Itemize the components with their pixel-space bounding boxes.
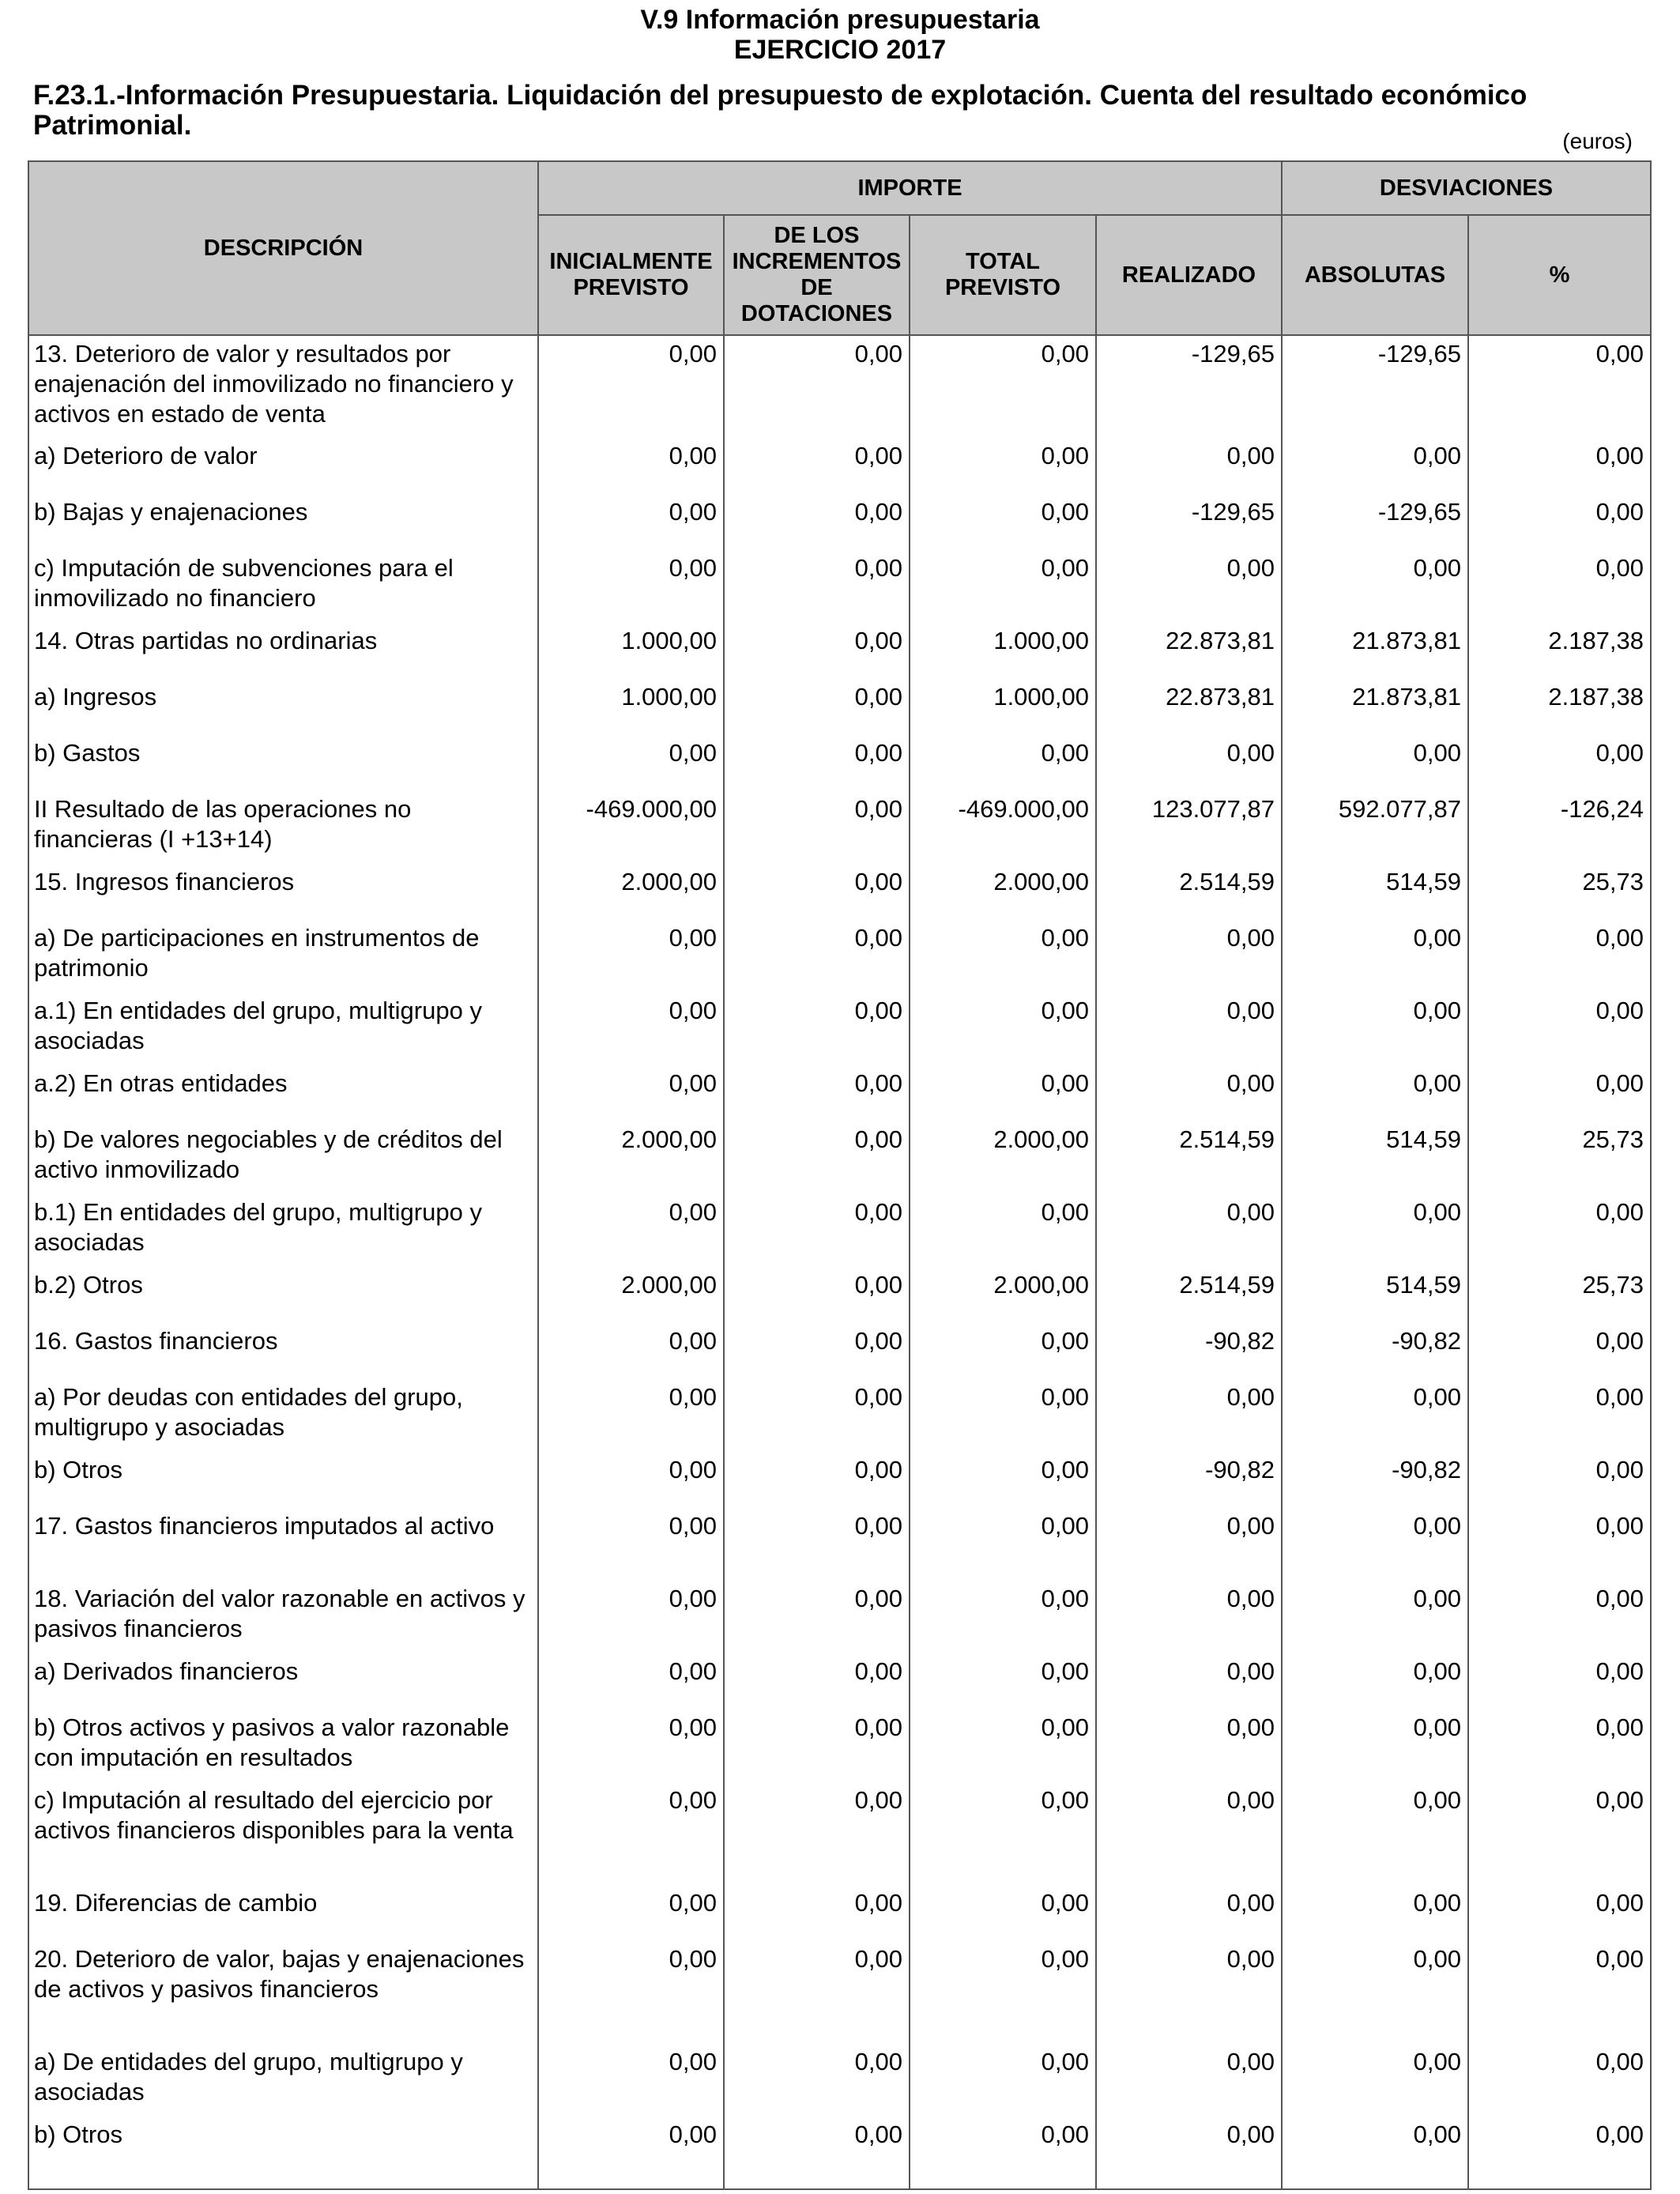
cell-porcentaje: 0,00 (1468, 2117, 1651, 2189)
cell-incrementos: 0,00 (724, 1122, 910, 1194)
table-row (28, 1581, 1651, 1653)
cell-absolutas: 0,00 (1282, 1710, 1468, 1782)
cell-realizado: -90,82 (1096, 1323, 1282, 1379)
table-row (28, 993, 1651, 1065)
cell-porcentaje: 0,00 (1468, 494, 1651, 550)
cell-descripcion: b.2) Otros (28, 1267, 538, 1323)
cell-porcentaje: 0,00 (1468, 1379, 1651, 1452)
cell-porcentaje: 0,00 (1468, 1653, 1651, 1710)
cell-absolutas: 514,59 (1282, 1267, 1468, 1323)
cell-incrementos: 0,00 (724, 1941, 910, 2044)
cell-total-previsto: 0,00 (910, 494, 1096, 550)
cell-descripcion: 15. Ingresos financieros (28, 864, 538, 920)
cell-incrementos: 0,00 (724, 494, 910, 550)
cell-porcentaje: 25,73 (1468, 864, 1651, 920)
cell-incrementos: 0,00 (724, 864, 910, 920)
cell-inicialmente-previsto: 0,00 (538, 1885, 724, 1941)
cell-incrementos: 0,00 (724, 1267, 910, 1323)
cell-inicialmente-previsto: -469.000,00 (538, 791, 724, 864)
cell-inicialmente-previsto: 0,00 (538, 1782, 724, 1885)
cell-absolutas: -129,65 (1282, 335, 1468, 438)
cell-inicialmente-previsto: 0,00 (538, 550, 724, 623)
cell-porcentaje: 0,00 (1468, 993, 1651, 1065)
table-row (28, 1267, 1651, 1323)
cell-descripcion: b) De valores negociables y de créditos del activo inmovilizado (28, 1122, 538, 1194)
cell-realizado: 0,00 (1096, 735, 1282, 791)
cell-total-previsto: 2.000,00 (910, 864, 1096, 920)
cell-total-previsto: -469.000,00 (910, 791, 1096, 864)
cell-porcentaje: 0,00 (1468, 2044, 1651, 2117)
cell-realizado: 22.873,81 (1096, 679, 1282, 735)
cell-inicialmente-previsto: 0,00 (538, 1710, 724, 1782)
table-row (28, 494, 1651, 550)
cell-incrementos: 0,00 (724, 1194, 910, 1267)
cell-total-previsto: 0,00 (910, 920, 1096, 993)
cell-absolutas: 0,00 (1282, 1379, 1468, 1452)
cell-incrementos: 0,00 (724, 1653, 910, 1710)
cell-inicialmente-previsto: 0,00 (538, 1581, 724, 1653)
table-row (28, 1782, 1651, 1885)
cell-porcentaje: 0,00 (1468, 1194, 1651, 1267)
group-header-desviaciones: DESVIACIONES (1282, 161, 1651, 215)
cell-incrementos: 0,00 (724, 791, 910, 864)
cell-incrementos: 0,00 (724, 920, 910, 993)
cell-porcentaje: 0,00 (1468, 1452, 1651, 1508)
cell-total-previsto: 0,00 (910, 1653, 1096, 1710)
cell-absolutas: 592.077,87 (1282, 791, 1468, 864)
cell-absolutas: -90,82 (1282, 1452, 1468, 1508)
cell-descripcion: II Resultado de las operaciones no financieras (I +13+14) (28, 791, 538, 864)
table-row (28, 2117, 1651, 2189)
cell-absolutas: 21.873,81 (1282, 623, 1468, 679)
cell-descripcion: a) Derivados financieros (28, 1653, 538, 1710)
cell-total-previsto: 0,00 (910, 1581, 1096, 1653)
cell-descripcion: b) Bajas y enajenaciones (28, 494, 538, 550)
cell-inicialmente-previsto: 0,00 (538, 494, 724, 550)
cell-incrementos: 0,00 (724, 1581, 910, 1653)
cell-inicialmente-previsto: 1.000,00 (538, 679, 724, 735)
cell-inicialmente-previsto: 0,00 (538, 1194, 724, 1267)
cell-realizado: 0,00 (1096, 1653, 1282, 1710)
cell-porcentaje: 0,00 (1468, 1941, 1651, 2044)
table-row (28, 1885, 1651, 1941)
cell-absolutas: 0,00 (1282, 1941, 1468, 2044)
cell-incrementos: 0,00 (724, 2117, 910, 2189)
cell-inicialmente-previsto: 0,00 (538, 920, 724, 993)
table-row (28, 2044, 1651, 2117)
cell-realizado: 0,00 (1096, 1379, 1282, 1452)
cell-realizado: 0,00 (1096, 2117, 1282, 2189)
table-row (28, 1452, 1651, 1508)
cell-descripcion: 20. Deterioro de valor, bajas y enajenaciones de activos y pasivos financieros (28, 1941, 538, 2044)
cell-inicialmente-previsto: 0,00 (538, 438, 724, 494)
cell-porcentaje: 0,00 (1468, 1323, 1651, 1379)
col-header-inicialmente-previsto: INICIALMENTE PREVISTO (538, 215, 724, 335)
cell-total-previsto: 0,00 (910, 1885, 1096, 1941)
budget-table (28, 160, 1652, 2190)
table-row (28, 438, 1651, 494)
cell-realizado: 22.873,81 (1096, 623, 1282, 679)
cell-descripcion: b) Otros (28, 1452, 538, 1508)
cell-incrementos: 0,00 (724, 1065, 910, 1122)
table-row (28, 791, 1651, 864)
cell-inicialmente-previsto: 0,00 (538, 2044, 724, 2117)
cell-incrementos: 0,00 (724, 1323, 910, 1379)
cell-total-previsto: 0,00 (910, 1710, 1096, 1782)
cell-realizado: 0,00 (1096, 550, 1282, 623)
cell-porcentaje: 0,00 (1468, 735, 1651, 791)
cell-descripcion: 16. Gastos financieros (28, 1323, 538, 1379)
cell-inicialmente-previsto: 0,00 (538, 2117, 724, 2189)
cell-absolutas: 0,00 (1282, 2044, 1468, 2117)
table-row (28, 335, 1651, 438)
cell-realizado: -129,65 (1096, 335, 1282, 438)
cell-descripcion: 18. Variación del valor razonable en activos y pasivos financieros (28, 1581, 538, 1653)
table-row (28, 864, 1651, 920)
table-row (28, 550, 1651, 623)
cell-inicialmente-previsto: 0,00 (538, 993, 724, 1065)
cell-absolutas: 0,00 (1282, 1581, 1468, 1653)
cell-absolutas: 514,59 (1282, 864, 1468, 920)
cell-inicialmente-previsto: 1.000,00 (538, 623, 724, 679)
cell-absolutas: 21.873,81 (1282, 679, 1468, 735)
cell-total-previsto: 0,00 (910, 993, 1096, 1065)
cell-porcentaje: 0,00 (1468, 550, 1651, 623)
table-row (28, 679, 1651, 735)
table-row (28, 1653, 1651, 1710)
cell-descripcion: b) Gastos (28, 735, 538, 791)
cell-realizado: 0,00 (1096, 1508, 1282, 1581)
cell-descripcion: a) Por deudas con entidades del grupo, multigrupo y asociadas (28, 1379, 538, 1452)
cell-realizado: 2.514,59 (1096, 1267, 1282, 1323)
cell-realizado: 0,00 (1096, 1194, 1282, 1267)
page-title: F.23.1.-Información Presupuestaria. Liquidación del presupuesto de explotación. Cuenta del resultado económico Patrimonial. (33, 80, 1527, 141)
col-header-absolutas: ABSOLUTAS (1282, 215, 1468, 335)
table-row (28, 1379, 1651, 1452)
cell-inicialmente-previsto: 0,00 (538, 1941, 724, 2044)
cell-absolutas: 0,00 (1282, 735, 1468, 791)
cell-absolutas: 0,00 (1282, 1508, 1468, 1581)
cell-descripcion: 19. Diferencias de cambio (28, 1885, 538, 1941)
cell-incrementos: 0,00 (724, 335, 910, 438)
cell-total-previsto: 0,00 (910, 1323, 1096, 1379)
col-header-total-previsto: TOTAL PREVISTO (910, 215, 1096, 335)
cell-absolutas: 0,00 (1282, 1653, 1468, 1710)
cell-porcentaje: 2.187,38 (1468, 679, 1651, 735)
cell-absolutas: 0,00 (1282, 1885, 1468, 1941)
units-label: (euros) (1562, 129, 1633, 153)
cell-incrementos: 0,00 (724, 679, 910, 735)
cell-descripcion: b) Otros activos y pasivos a valor razonable con imputación en resultados (28, 1710, 538, 1782)
cell-realizado: 0,00 (1096, 993, 1282, 1065)
table-row (28, 1065, 1651, 1122)
cell-porcentaje: 0,00 (1468, 1885, 1651, 1941)
cell-inicialmente-previsto: 2.000,00 (538, 1122, 724, 1194)
cell-total-previsto: 0,00 (910, 438, 1096, 494)
cell-porcentaje: 25,73 (1468, 1267, 1651, 1323)
cell-porcentaje: 0,00 (1468, 1710, 1651, 1782)
cell-incrementos: 0,00 (724, 550, 910, 623)
cell-inicialmente-previsto: 0,00 (538, 1065, 724, 1122)
exercise-heading: EJERCICIO 2017 (733, 35, 947, 65)
cell-descripcion: 13. Deterioro de valor y resultados por enajenación del inmovilizado no financiero y activos en estado de venta (28, 335, 538, 438)
cell-realizado: 2.514,59 (1096, 864, 1282, 920)
col-header-porcentaje: % (1468, 215, 1651, 335)
cell-inicialmente-previsto: 0,00 (538, 1508, 724, 1581)
table-row (28, 1194, 1651, 1267)
cell-inicialmente-previsto: 0,00 (538, 735, 724, 791)
cell-incrementos: 0,00 (724, 1782, 910, 1885)
cell-descripcion: 14. Otras partidas no ordinarias (28, 623, 538, 679)
col-header-incrementos: DE LOS INCREMENTOS DE DOTACIONES (724, 215, 910, 335)
cell-inicialmente-previsto: 0,00 (538, 1653, 724, 1710)
col-header-realizado: REALIZADO (1096, 215, 1282, 335)
cell-absolutas: 0,00 (1282, 993, 1468, 1065)
table-row (28, 623, 1651, 679)
cell-porcentaje: 0,00 (1468, 1508, 1651, 1581)
cell-absolutas: 514,59 (1282, 1122, 1468, 1194)
cell-total-previsto: 2.000,00 (910, 1122, 1096, 1194)
cell-absolutas: 0,00 (1282, 1194, 1468, 1267)
cell-incrementos: 0,00 (724, 735, 910, 791)
table-row (28, 920, 1651, 993)
cell-incrementos: 0,00 (724, 1710, 910, 1782)
cell-inicialmente-previsto: 0,00 (538, 335, 724, 438)
cell-realizado: 0,00 (1096, 920, 1282, 993)
group-header-importe: IMPORTE (538, 161, 1282, 215)
cell-total-previsto: 0,00 (910, 2044, 1096, 2117)
table-row (28, 1710, 1651, 1782)
cell-descripcion: c) Imputación de subvenciones para el inmovilizado no financiero (28, 550, 538, 623)
col-header-descripcion: DESCRIPCIÓN (28, 161, 538, 335)
cell-descripcion: b.1) En entidades del grupo, multigrupo y asociadas (28, 1194, 538, 1267)
cell-descripcion: b) Otros (28, 2117, 538, 2189)
cell-realizado: 0,00 (1096, 1710, 1282, 1782)
cell-descripcion: a.1) En entidades del grupo, multigrupo y asociadas (28, 993, 538, 1065)
cell-realizado: 0,00 (1096, 1065, 1282, 1122)
cell-inicialmente-previsto: 0,00 (538, 1379, 724, 1452)
table-row (28, 735, 1651, 791)
cell-total-previsto: 0,00 (910, 335, 1096, 438)
cell-incrementos: 0,00 (724, 623, 910, 679)
cell-descripcion: a) Ingresos (28, 679, 538, 735)
cell-realizado: 0,00 (1096, 438, 1282, 494)
cell-descripcion: 17. Gastos financieros imputados al activo (28, 1508, 538, 1581)
cell-absolutas: 0,00 (1282, 920, 1468, 993)
cell-porcentaje: 25,73 (1468, 1122, 1651, 1194)
cell-realizado: 0,00 (1096, 1885, 1282, 1941)
cell-inicialmente-previsto: 0,00 (538, 1452, 724, 1508)
cell-absolutas: -129,65 (1282, 494, 1468, 550)
cell-descripcion: c) Imputación al resultado del ejercicio por activos financieros disponibles para la venta (28, 1782, 538, 1885)
cell-descripcion: a) De entidades del grupo, multigrupo y asociadas (28, 2044, 538, 2117)
cell-absolutas: -90,82 (1282, 1323, 1468, 1379)
cell-total-previsto: 0,00 (910, 1782, 1096, 1885)
cell-total-previsto: 2.000,00 (910, 1267, 1096, 1323)
table-row (28, 1508, 1651, 1581)
cell-incrementos: 0,00 (724, 993, 910, 1065)
cell-total-previsto: 0,00 (910, 735, 1096, 791)
cell-absolutas: 0,00 (1282, 2117, 1468, 2189)
cell-porcentaje: 0,00 (1468, 1581, 1651, 1653)
cell-descripcion: a.2) En otras entidades (28, 1065, 538, 1122)
cell-incrementos: 0,00 (724, 1508, 910, 1581)
cell-porcentaje: 0,00 (1468, 1782, 1651, 1885)
cell-porcentaje: 0,00 (1468, 1065, 1651, 1122)
cell-porcentaje: -126,24 (1468, 791, 1651, 864)
cell-realizado: -129,65 (1096, 494, 1282, 550)
table-row (28, 1122, 1651, 1194)
cell-inicialmente-previsto: 2.000,00 (538, 1267, 724, 1323)
cell-porcentaje: 0,00 (1468, 920, 1651, 993)
cell-incrementos: 0,00 (724, 438, 910, 494)
cell-porcentaje: 2.187,38 (1468, 623, 1651, 679)
cell-absolutas: 0,00 (1282, 550, 1468, 623)
cell-incrementos: 0,00 (724, 1885, 910, 1941)
cell-incrementos: 0,00 (724, 2044, 910, 2117)
cell-total-previsto: 0,00 (910, 1452, 1096, 1508)
cell-descripcion: a) Deterioro de valor (28, 438, 538, 494)
cell-total-previsto: 1.000,00 (910, 623, 1096, 679)
cell-realizado: 2.514,59 (1096, 1122, 1282, 1194)
cell-total-previsto: 0,00 (910, 1065, 1096, 1122)
cell-realizado: 123.077,87 (1096, 791, 1282, 864)
table-row (28, 1323, 1651, 1379)
cell-realizado: -90,82 (1096, 1452, 1282, 1508)
cell-absolutas: 0,00 (1282, 438, 1468, 494)
cell-realizado: 0,00 (1096, 1782, 1282, 1885)
table-row (28, 1941, 1651, 2044)
cell-total-previsto: 0,00 (910, 550, 1096, 623)
cell-total-previsto: 0,00 (910, 1941, 1096, 2044)
cell-total-previsto: 0,00 (910, 1379, 1096, 1452)
cell-total-previsto: 1.000,00 (910, 679, 1096, 735)
cell-total-previsto: 0,00 (910, 1194, 1096, 1267)
cell-absolutas: 0,00 (1282, 1065, 1468, 1122)
cell-total-previsto: 0,00 (910, 1508, 1096, 1581)
cell-porcentaje: 0,00 (1468, 438, 1651, 494)
cell-realizado: 0,00 (1096, 1941, 1282, 2044)
cell-incrementos: 0,00 (724, 1452, 910, 1508)
cell-inicialmente-previsto: 2.000,00 (538, 864, 724, 920)
cell-absolutas: 0,00 (1282, 1782, 1468, 1885)
cell-inicialmente-previsto: 0,00 (538, 1323, 724, 1379)
cell-realizado: 0,00 (1096, 2044, 1282, 2117)
cell-porcentaje: 0,00 (1468, 335, 1651, 438)
cell-realizado: 0,00 (1096, 1581, 1282, 1653)
cell-total-previsto: 0,00 (910, 2117, 1096, 2189)
cell-incrementos: 0,00 (724, 1379, 910, 1452)
cell-descripcion: a) De participaciones en instrumentos de patrimonio (28, 920, 538, 993)
section-heading: V.9 Información presupuestaria (640, 5, 1040, 35)
